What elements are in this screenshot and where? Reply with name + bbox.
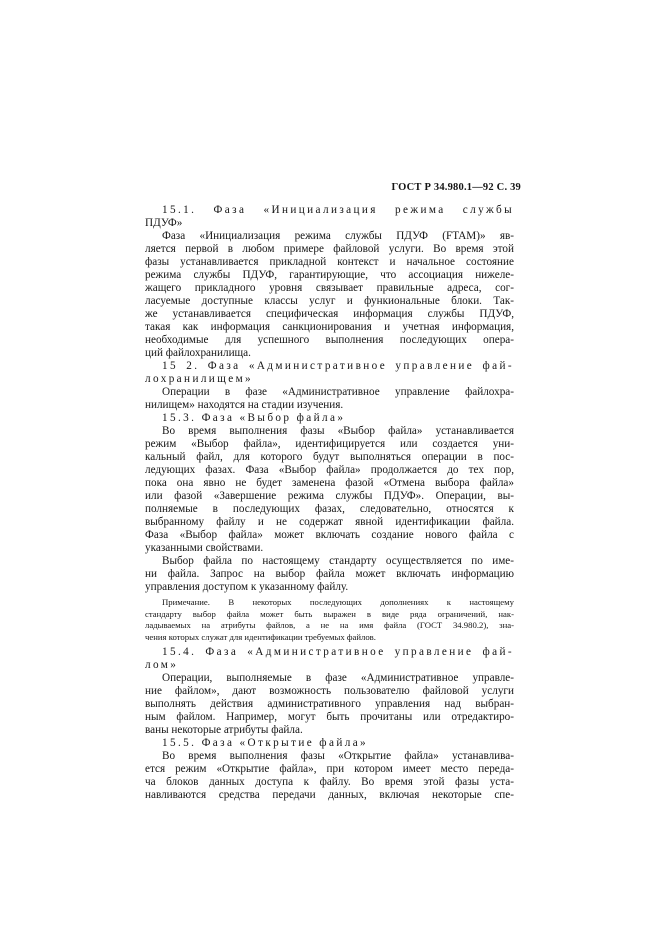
text-line: управления доступом к указанному файлу. <box>145 581 349 593</box>
text-line: навливаются средства передачи данных, включая некоторые спе- <box>145 789 514 801</box>
text-line: ПДУФ» <box>145 217 183 229</box>
text-line: Выбор файла по настоящему стандарту осуществляется по име- <box>162 555 514 567</box>
section-heading-line: 15.4. Фаза «Административное управление фай- <box>162 646 514 658</box>
text-line: нилищем» находятся на стадии изучения. <box>145 399 344 411</box>
text-line: выполнять действия административного управления над выбран- <box>145 698 514 710</box>
text-line: фазы устанавливается прикладной контекст и начальное состояние <box>145 256 514 268</box>
section-heading-line: лом» <box>145 659 179 671</box>
document-body <box>145 204 514 802</box>
text-line: выбранному файлу и не содержат явной идентификации файла. <box>145 516 514 528</box>
text-line: ласуемые доступные классы услуг и функиональные блоки. Так- <box>145 295 514 307</box>
text-line: режим «Выбор файла», идентифицируется или создается уни- <box>145 438 514 450</box>
text-line: необходимые для успешного выполнения последующих опера- <box>145 334 514 346</box>
text-line: полняемые в последующих фазах, следовательно, относятся к <box>145 503 514 515</box>
text-line: пока она явно не будет заменена фазой «Отмена выбора файла» <box>145 477 514 489</box>
text-after-note <box>145 646 514 802</box>
section-heading-line: 15.5. Фаза «Открытие файла» <box>162 737 369 749</box>
text-line: же устанавливается специфическая информация службы ПДУФ, <box>145 308 514 320</box>
section-heading-line: 15.3. Фаза «Выбор файла» <box>162 412 346 424</box>
text-line: ций файлохранилища. <box>145 347 251 359</box>
main-text-block <box>145 204 514 594</box>
section-heading-line: 15 2. Фаза «Административное управление фай- <box>162 360 514 372</box>
text-line: Фаза «Выбор файла» может включать создание нового файла с <box>145 529 514 541</box>
text-line: указанными свойствами. <box>145 542 264 554</box>
text-line: ни файла. Запрос на выбор файла может включать информацию <box>145 568 514 580</box>
text-line: ледующих фазах. Фаза «Выбор файла» продолжается до тех пор, <box>145 464 514 476</box>
text-line: режима службы ПДУФ, гарантирующие, что ассоциация нижеле- <box>145 269 514 281</box>
text-line: ным файлом. Например, могут быть прочитаны или отредактиро- <box>145 711 514 723</box>
text-line: Фаза «Инициализация режима службы ПДУФ (FTAM)» яв- <box>162 230 514 242</box>
text-line: ние файлом», дают возможность пользователю файловой услуги <box>145 685 514 697</box>
text-line: Во время выполнения фазы «Выбор файла» устанавливается <box>162 425 514 437</box>
note-block <box>145 597 514 643</box>
section-heading-line: 15.1. Фаза «Инициализация режима службы <box>162 204 514 216</box>
text-line: ваны некоторые атрибуты файла. <box>145 724 303 736</box>
note-line: чения которых служат для идентификации требуемых файлов. <box>145 631 376 642</box>
page-header: ГОСТ Р 34.980.1—92 С. 39 <box>391 182 521 193</box>
text-line: или фазой «Завершение режима службы ПДУФ». Операции, вы- <box>145 490 514 502</box>
text-line: Операции в фазе «Административное управление файлохра- <box>162 386 514 398</box>
text-line: жащего прикладного уровня связывает правильные адреса, сог- <box>145 282 514 294</box>
text-line: ча блоков данных доступа к файлу. Во время этой фазы уста- <box>145 776 514 788</box>
note-line: ладываемых на атрибуты файлов, а не на имя файла (ГОСТ 34.980.2), зна- <box>145 620 514 630</box>
text-line: Во время выполнения фазы «Открытие файла» устанавлива- <box>162 750 514 762</box>
note-line: стандарту выбор файла может быть выражен в виде ряда ограничений, нак- <box>145 608 514 619</box>
note-line: Примечание. В некоторых последующих дополнениях к настоящему <box>162 597 514 607</box>
text-line: Операции, выполняемые в фазе «Административное управле- <box>162 672 514 684</box>
section-heading-line: лохранилищем» <box>145 373 254 385</box>
text-line: ляется первой в любом примере файловой услуги. Во время этой <box>145 243 514 255</box>
text-line: кальный файл, для которого будут выполняться операции в пос- <box>145 451 514 463</box>
text-line: такая как информация санкционирования и учетная информация, <box>145 321 514 333</box>
text-line: ется режим «Открытие файла», при котором имеет место переда- <box>145 763 514 775</box>
